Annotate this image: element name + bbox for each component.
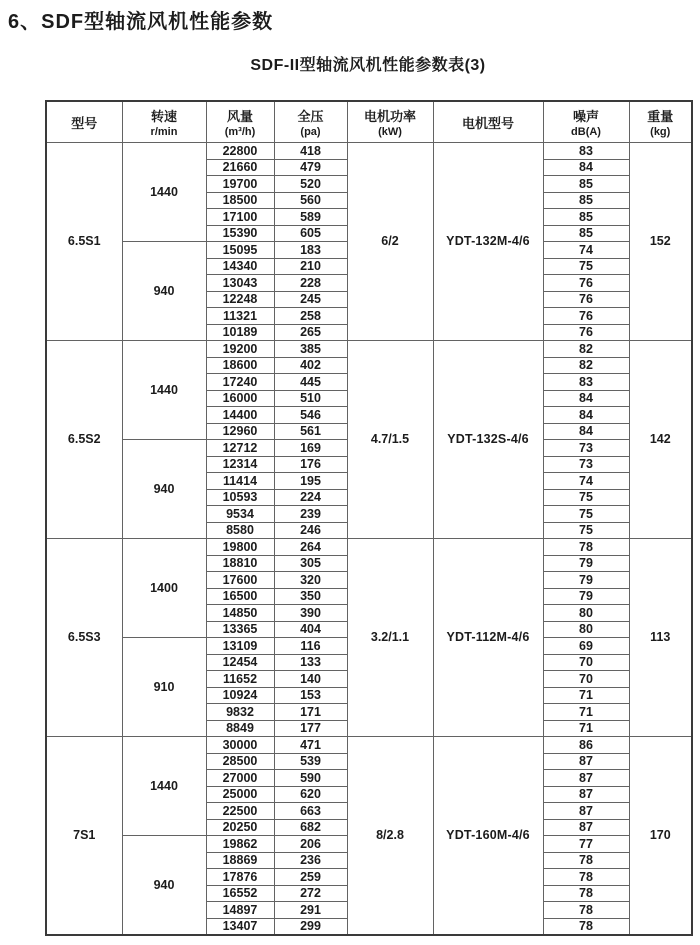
- pressure-cell: 236: [274, 852, 347, 869]
- table-row: [46, 737, 692, 754]
- pressure-cell: 663: [274, 803, 347, 820]
- flow-cell: 10189: [206, 324, 274, 341]
- flow-cell: 16552: [206, 885, 274, 902]
- pressure-cell: 195: [274, 473, 347, 490]
- col-header-pressure: 全压 (pa): [274, 101, 347, 143]
- pressure-cell: 116: [274, 638, 347, 655]
- noise-cell: 83: [543, 143, 629, 160]
- noise-cell: 69: [543, 638, 629, 655]
- noise-cell: 73: [543, 456, 629, 473]
- flow-cell: 21660: [206, 159, 274, 176]
- col-header-motor: [433, 101, 543, 143]
- pressure-cell: 479: [274, 159, 347, 176]
- pressure-cell: 390: [274, 605, 347, 622]
- noise-cell: 86: [543, 737, 629, 754]
- noise-cell: 85: [543, 209, 629, 226]
- model-cell: 6.5S1: [46, 143, 122, 341]
- col-header-model-label: 型号: [71, 115, 98, 131]
- table-body: [46, 143, 692, 936]
- noise-cell: 79: [543, 588, 629, 605]
- weight-cell: 142: [629, 341, 692, 539]
- pressure-cell: 210: [274, 258, 347, 275]
- motor-cell: YDT-132S-4/6: [433, 341, 543, 539]
- pressure-cell: 471: [274, 737, 347, 754]
- pressure-cell: 445: [274, 374, 347, 391]
- pressure-cell: 589: [274, 209, 347, 226]
- flow-cell: 14897: [206, 902, 274, 919]
- motor-cell: YDT-112M-4/6: [433, 539, 543, 737]
- pressure-cell: 590: [274, 770, 347, 787]
- speed-cell: 1400: [122, 539, 206, 638]
- flow-cell: 17600: [206, 572, 274, 589]
- flow-cell: 8580: [206, 522, 274, 539]
- pressure-cell: 239: [274, 506, 347, 523]
- page-title: 6、SDF型轴流风机性能参数: [8, 11, 274, 33]
- flow-cell: 18600: [206, 357, 274, 374]
- pressure-cell: 169: [274, 440, 347, 457]
- speed-cell: 1440: [122, 143, 206, 242]
- noise-cell: 80: [543, 605, 629, 622]
- noise-cell: 78: [543, 918, 629, 935]
- flow-cell: 22500: [206, 803, 274, 820]
- flow-cell: 11414: [206, 473, 274, 490]
- noise-cell: 71: [543, 704, 629, 721]
- table-row: [46, 539, 692, 556]
- noise-cell: 87: [543, 803, 629, 820]
- pressure-cell: 133: [274, 654, 347, 671]
- model-cell: 6.5S3: [46, 539, 122, 737]
- noise-cell: 75: [543, 522, 629, 539]
- pressure-cell: 153: [274, 687, 347, 704]
- flow-cell: 22800: [206, 143, 274, 160]
- pressure-cell: 418: [274, 143, 347, 160]
- speed-cell: 940: [122, 836, 206, 936]
- flow-cell: 11321: [206, 308, 274, 325]
- pressure-cell: 539: [274, 753, 347, 770]
- pressure-cell: 682: [274, 819, 347, 836]
- noise-cell: 87: [543, 819, 629, 836]
- col-header-model: [46, 101, 122, 143]
- noise-cell: 85: [543, 225, 629, 242]
- flow-cell: 13407: [206, 918, 274, 935]
- noise-cell: 78: [543, 852, 629, 869]
- col-header-speed: 转速 r/min: [122, 101, 206, 143]
- noise-cell: 84: [543, 390, 629, 407]
- flow-cell: 14400: [206, 407, 274, 424]
- flow-cell: 12248: [206, 291, 274, 308]
- pressure-cell: 560: [274, 192, 347, 209]
- flow-cell: 18869: [206, 852, 274, 869]
- noise-cell: 87: [543, 786, 629, 803]
- power-cell: 3.2/1.1: [347, 539, 433, 737]
- pressure-cell: 183: [274, 242, 347, 259]
- flow-cell: 9534: [206, 506, 274, 523]
- flow-cell: 17876: [206, 869, 274, 886]
- pressure-cell: 291: [274, 902, 347, 919]
- pressure-cell: 258: [274, 308, 347, 325]
- noise-cell: 74: [543, 242, 629, 259]
- col-header-motor-label: 电机型号: [461, 115, 514, 131]
- noise-cell: 71: [543, 687, 629, 704]
- pressure-cell: 264: [274, 539, 347, 556]
- noise-cell: 76: [543, 275, 629, 292]
- power-cell: 6/2: [347, 143, 433, 341]
- noise-cell: 80: [543, 621, 629, 638]
- pressure-cell: 404: [274, 621, 347, 638]
- flow-cell: 13365: [206, 621, 274, 638]
- noise-cell: 75: [543, 489, 629, 506]
- flow-cell: 19800: [206, 539, 274, 556]
- flow-cell: 30000: [206, 737, 274, 754]
- noise-cell: 78: [543, 885, 629, 902]
- flow-cell: 18500: [206, 192, 274, 209]
- noise-cell: 75: [543, 258, 629, 275]
- speed-cell: 910: [122, 638, 206, 737]
- flow-cell: 15390: [206, 225, 274, 242]
- flow-cell: 19200: [206, 341, 274, 358]
- flow-cell: 17240: [206, 374, 274, 391]
- table-row: [46, 341, 692, 358]
- pressure-cell: 140: [274, 671, 347, 688]
- flow-cell: 18810: [206, 555, 274, 572]
- noise-cell: 84: [543, 407, 629, 424]
- col-header-flow: 风量 (m³/h): [206, 101, 274, 143]
- noise-cell: 70: [543, 654, 629, 671]
- flow-cell: 13109: [206, 638, 274, 655]
- table-subtitle: SDF-II型轴流风机性能参数表(3): [250, 57, 486, 74]
- flow-cell: 12314: [206, 456, 274, 473]
- table-row: [46, 143, 692, 160]
- flow-cell: 10924: [206, 687, 274, 704]
- pressure-cell: 228: [274, 275, 347, 292]
- pressure-cell: 259: [274, 869, 347, 886]
- noise-cell: 71: [543, 720, 629, 737]
- flow-cell: 15095: [206, 242, 274, 259]
- power-cell: 8/2.8: [347, 737, 433, 936]
- speed-cell: 940: [122, 242, 206, 341]
- flow-cell: 11652: [206, 671, 274, 688]
- model-cell: 7S1: [46, 737, 122, 936]
- noise-cell: 82: [543, 341, 629, 358]
- noise-cell: 85: [543, 192, 629, 209]
- weight-cell: 113: [629, 539, 692, 737]
- pressure-cell: 402: [274, 357, 347, 374]
- pressure-cell: 305: [274, 555, 347, 572]
- flow-cell: 9832: [206, 704, 274, 721]
- pressure-cell: 206: [274, 836, 347, 853]
- flow-cell: 8849: [206, 720, 274, 737]
- noise-cell: 74: [543, 473, 629, 490]
- flow-cell: 16500: [206, 588, 274, 605]
- speed-cell: 1440: [122, 737, 206, 836]
- noise-cell: 84: [543, 423, 629, 440]
- noise-cell: 73: [543, 440, 629, 457]
- noise-cell: 84: [543, 159, 629, 176]
- noise-cell: 77: [543, 836, 629, 853]
- pressure-cell: 605: [274, 225, 347, 242]
- performance-table: [45, 100, 693, 936]
- noise-cell: 76: [543, 291, 629, 308]
- pressure-cell: 245: [274, 291, 347, 308]
- noise-cell: 79: [543, 555, 629, 572]
- noise-cell: 79: [543, 572, 629, 589]
- pressure-cell: 320: [274, 572, 347, 589]
- flow-cell: 19862: [206, 836, 274, 853]
- weight-cell: 170: [629, 737, 692, 936]
- pressure-cell: 350: [274, 588, 347, 605]
- pressure-cell: 510: [274, 390, 347, 407]
- speed-cell: 1440: [122, 341, 206, 440]
- flow-cell: 25000: [206, 786, 274, 803]
- speed-cell: 940: [122, 440, 206, 539]
- noise-cell: 87: [543, 753, 629, 770]
- motor-cell: YDT-132M-4/6: [433, 143, 543, 341]
- pressure-cell: 176: [274, 456, 347, 473]
- flow-cell: 13043: [206, 275, 274, 292]
- power-cell: 4.7/1.5: [347, 341, 433, 539]
- col-header-power: 电机功率 (kW): [347, 101, 433, 143]
- pressure-cell: 265: [274, 324, 347, 341]
- flow-cell: 19700: [206, 176, 274, 193]
- flow-cell: 12712: [206, 440, 274, 457]
- model-cell: 6.5S2: [46, 341, 122, 539]
- flow-cell: 16000: [206, 390, 274, 407]
- noise-cell: 76: [543, 308, 629, 325]
- noise-cell: 78: [543, 869, 629, 886]
- noise-cell: 83: [543, 374, 629, 391]
- flow-cell: 14850: [206, 605, 274, 622]
- flow-cell: 10593: [206, 489, 274, 506]
- flow-cell: 17100: [206, 209, 274, 226]
- pressure-cell: 246: [274, 522, 347, 539]
- pressure-cell: 546: [274, 407, 347, 424]
- pressure-cell: 385: [274, 341, 347, 358]
- pressure-cell: 272: [274, 885, 347, 902]
- noise-cell: 70: [543, 671, 629, 688]
- weight-cell: 152: [629, 143, 692, 341]
- pressure-cell: 171: [274, 704, 347, 721]
- noise-cell: 75: [543, 506, 629, 523]
- col-header-weight: 重量 (kg): [629, 101, 692, 143]
- flow-cell: 27000: [206, 770, 274, 787]
- pressure-cell: 620: [274, 786, 347, 803]
- flow-cell: 12454: [206, 654, 274, 671]
- pressure-cell: 520: [274, 176, 347, 193]
- noise-cell: 87: [543, 770, 629, 787]
- noise-cell: 76: [543, 324, 629, 341]
- noise-cell: 78: [543, 902, 629, 919]
- pressure-cell: 299: [274, 918, 347, 935]
- flow-cell: 14340: [206, 258, 274, 275]
- flow-cell: 28500: [206, 753, 274, 770]
- motor-cell: YDT-160M-4/6: [433, 737, 543, 936]
- noise-cell: 82: [543, 357, 629, 374]
- pressure-cell: 561: [274, 423, 347, 440]
- pressure-cell: 224: [274, 489, 347, 506]
- flow-cell: 20250: [206, 819, 274, 836]
- header-row: [46, 101, 692, 143]
- flow-cell: 12960: [206, 423, 274, 440]
- pressure-cell: 177: [274, 720, 347, 737]
- noise-cell: 85: [543, 176, 629, 193]
- noise-cell: 78: [543, 539, 629, 556]
- col-header-noise: 噪声 dB(A): [543, 101, 629, 143]
